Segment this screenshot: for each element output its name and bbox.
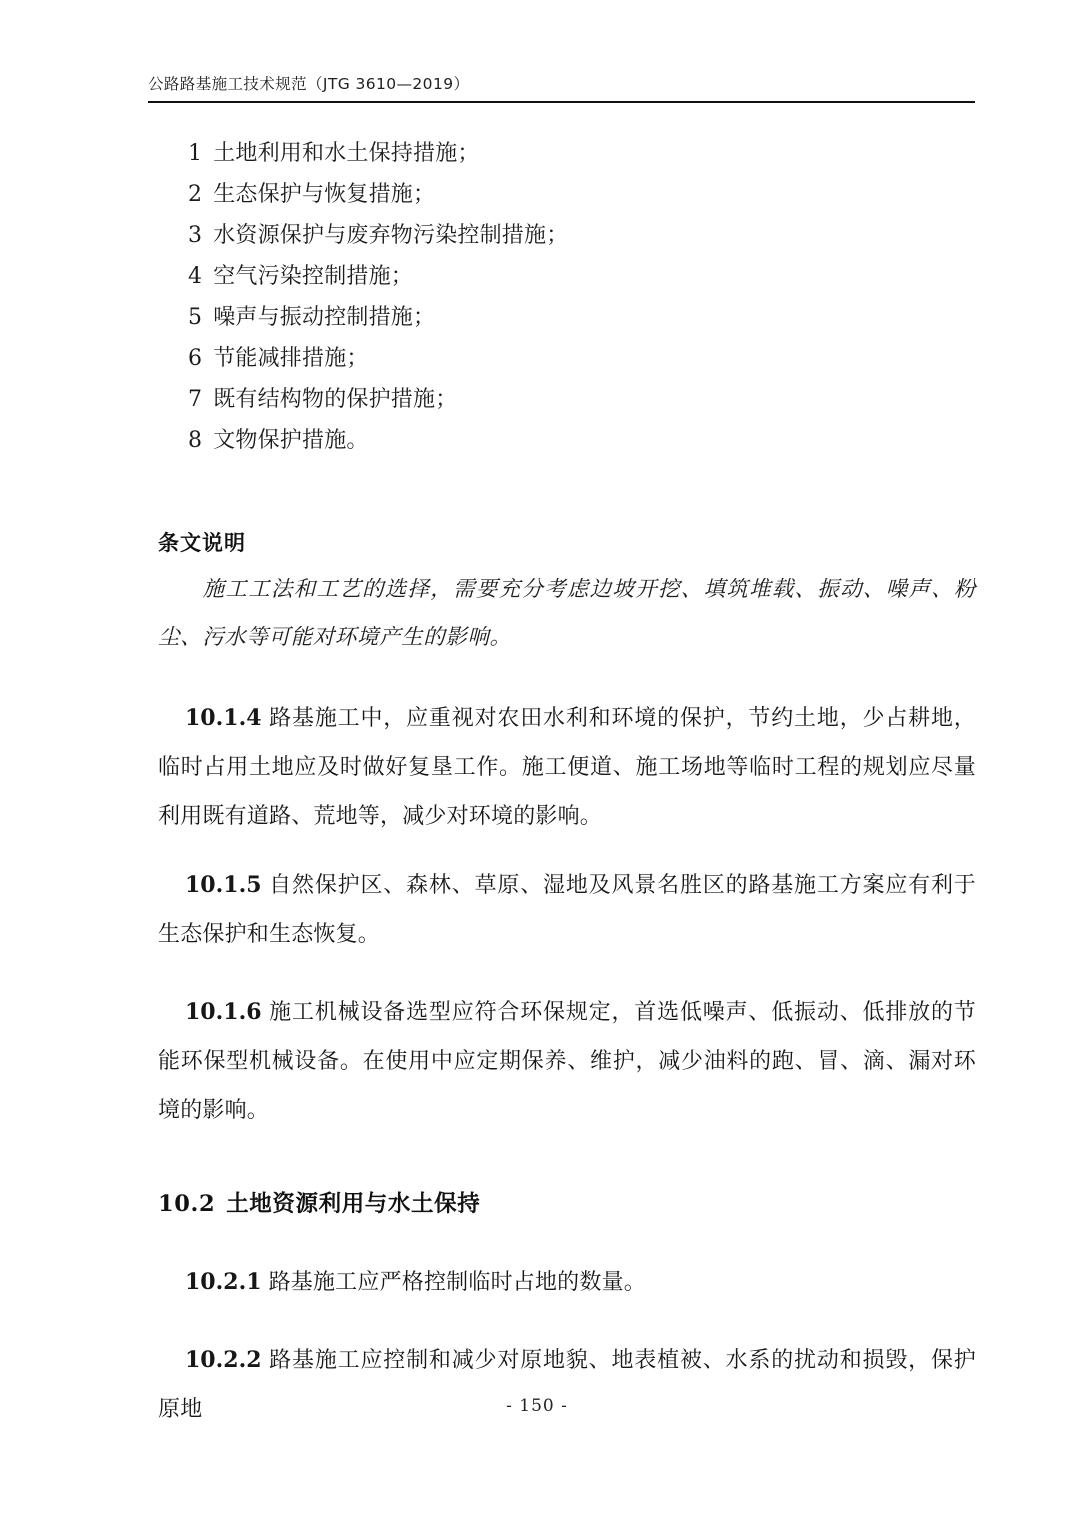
list-item: [188, 379, 888, 420]
list-item: [188, 133, 888, 174]
list-item-number: 8: [188, 428, 203, 453]
page-number: - 150 -: [506, 1396, 568, 1416]
running-header: [148, 72, 975, 94]
clause-number: 10.2.2: [185, 1347, 262, 1373]
list-item: [188, 338, 888, 379]
list-item: [188, 420, 888, 461]
list-item-label: 节能减排措施；: [213, 346, 369, 371]
list-item-number: 6: [188, 346, 203, 371]
list-item-number: 1: [188, 141, 203, 166]
clause-text: 路基施工应控制和减少对原地貌、地表植被、水系的扰动和损毁，保护原地: [158, 1348, 976, 1422]
clause-10-1-6: [158, 988, 976, 1135]
list-item-number: 4: [188, 264, 203, 289]
list-item-number: 5: [188, 305, 203, 330]
measures-list: [188, 133, 888, 461]
list-item-label: 水资源保护与废弃物污染控制措施；: [213, 223, 569, 248]
note-body: [158, 566, 976, 662]
clause-10-1-4: [158, 694, 976, 841]
clause-text: 自然保护区、森林、草原、湿地及风景名胜区的路基施工方案应有利于生态保护和生态恢复。: [158, 873, 976, 947]
section-number: 10.2: [158, 1191, 216, 1217]
note-body-text: 施工工法和工艺的选择，需要充分考虑边坡开挖、填筑堆载、振动、噪声、粉尘、污水等可能对环境产生的影响。: [158, 577, 976, 650]
clause-number: 10.1.4: [185, 705, 262, 731]
clause-number: 10.1.5: [185, 872, 262, 898]
clause-number: 10.2.1: [185, 1269, 262, 1295]
clause-10-2-1: [158, 1258, 976, 1307]
section-heading-10-2: [158, 1186, 480, 1218]
header-divider-rule: [148, 101, 975, 103]
clause-10-1-5: [158, 861, 976, 959]
list-item-number: 2: [188, 182, 203, 207]
clause-text: 路基施工中，应重视对农田水利和环境的保护，节约土地，少占耕地，临时占用土地应及时做好复垦工作。施工便道、施工场地等临时工程的规划应尽量利用既有道路、荒地等，减少对环境的影响。: [158, 706, 976, 829]
list-item-label: 土地利用和水土保持措施；: [213, 141, 480, 166]
list-item-label: 文物保护措施。: [213, 428, 369, 453]
list-item-label: 既有结构物的保护措施；: [213, 387, 458, 412]
list-item-label: 噪声与振动控制措施；: [213, 305, 436, 330]
clause-text: 路基施工应严格控制临时占地的数量。: [268, 1270, 646, 1295]
clause-text: 施工机械设备选型应符合环保规定，首选低噪声、低振动、低排放的节能环保型机械设备。在使用中应定期保养、维护，减少油料的跑、冒、滴、漏对环境的影响。: [158, 1000, 976, 1123]
list-item: [188, 256, 888, 297]
section-title: 土地资源利用与水土保持: [226, 1191, 481, 1217]
list-item-number: 3: [188, 223, 203, 248]
list-item: [188, 215, 888, 256]
list-item: [188, 297, 888, 338]
list-item-label: 空气污染控制措施；: [213, 264, 414, 289]
clause-10-2-2: [158, 1336, 976, 1434]
note-heading: 条文说明: [158, 531, 246, 555]
page-footer: [0, 1396, 1074, 1416]
list-item-label: 生态保护与恢复措施；: [213, 182, 436, 207]
clause-number: 10.1.6: [185, 999, 262, 1025]
running-header-text: 公路路基施工技术规范（JTG 3610—2019）: [148, 75, 470, 93]
list-item-number: 7: [188, 387, 203, 412]
list-item: [188, 174, 888, 215]
